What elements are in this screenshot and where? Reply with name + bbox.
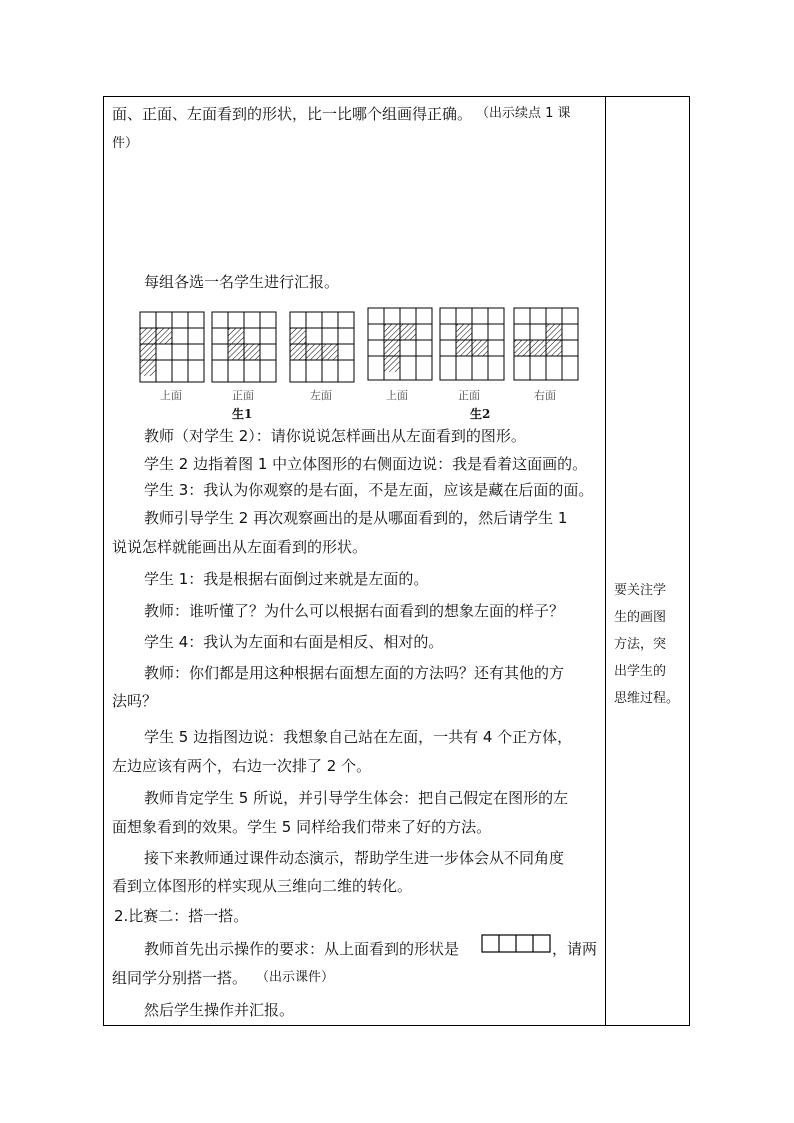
grid-label: 上面 [386, 389, 408, 402]
side-note-line: 方法，突 [614, 637, 667, 652]
text-line: 说说怎样就能画出从左面看到的形状。 [112, 538, 368, 556]
text-line: 学生 1：我是根据右面倒过来就是左面的。 [144, 570, 429, 588]
column-divider [605, 96, 606, 1026]
text-line: 件） [112, 136, 139, 151]
grid-label: 右面 [534, 389, 556, 402]
grid-label: 上面 [160, 389, 182, 402]
text-line: 面、正面、左面看到的形状，比一比哪个组画得正确。 [112, 105, 473, 123]
text-line: 看到立体图形的样实现从三维向二维的转化。 [112, 877, 413, 895]
text-line: 学生 5 边指图边说：我想象自己站在左面，一共有 4 个正方体， [144, 728, 573, 746]
text-line: 教师：你们都是用这种根据右面想左面的方法吗？还有其他的方 [144, 664, 565, 682]
side-note-line: 生的画图 [614, 610, 667, 625]
text-line: 然后学生操作并汇报。 [144, 1001, 295, 1019]
grid-label: 左面 [310, 389, 332, 402]
text-line: 教师：谁听懂了？为什么可以根据右面看到的想象左面的样子？ [144, 602, 565, 620]
text-line: （出示续点 1 课 [476, 106, 571, 121]
text-line: 组同学分别搭一搭。 [112, 969, 248, 987]
view-drawings-figure [130, 300, 590, 425]
text-line: 每组各选一名学生进行汇报。 [144, 273, 340, 291]
text-line: 教师引导学生 2 再次观察画出的是从哪面看到的，然后请学生 1 [144, 509, 568, 527]
text-line: 学生 3：我认为你观察的是右面，不是左面，应该是藏在后面的面。 [144, 481, 594, 499]
text-line: 学生 2 边指着图 1 中立体图形的右侧面边说：我是看着这面画的。 [144, 455, 588, 473]
grid-label: 正面 [232, 389, 254, 402]
group-label: 生2 [470, 407, 491, 421]
text-line: （出示课件） [256, 970, 335, 985]
four-squares-shape [481, 934, 553, 954]
text-line: ，请两 [552, 940, 598, 958]
text-line: 左边应该有两个，右边一次排了 2 个。 [112, 757, 372, 775]
side-note-line: 思维过程。 [614, 691, 680, 706]
text-line: 教师首先出示操作的要求：从上面看到的形状是 [144, 940, 460, 958]
text-line: 面想象看到的效果。学生 5 同样给我们带来了好的方法。 [112, 818, 492, 836]
grid-label: 正面 [458, 389, 480, 402]
text-line: 教师肯定学生 5 所说，并引导学生体会：把自己假定在图形的左 [144, 789, 569, 807]
text-line: 教师（对学生 2）：请你说说怎样画出从左面看到的图形。 [144, 427, 526, 445]
text-line: 学生 4：我认为左面和右面是相反、相对的。 [144, 633, 444, 651]
text-line: 法吗？ [112, 692, 158, 710]
group-label: 生1 [232, 407, 253, 421]
side-note-line: 要关注学 [614, 583, 667, 598]
side-note-line: 出学生的 [614, 664, 667, 679]
section-heading: 2.比赛二：搭一搭。 [114, 907, 249, 925]
text-line: 接下来教师通过课件动态演示，帮助学生进一步体会从不同角度 [144, 849, 565, 867]
